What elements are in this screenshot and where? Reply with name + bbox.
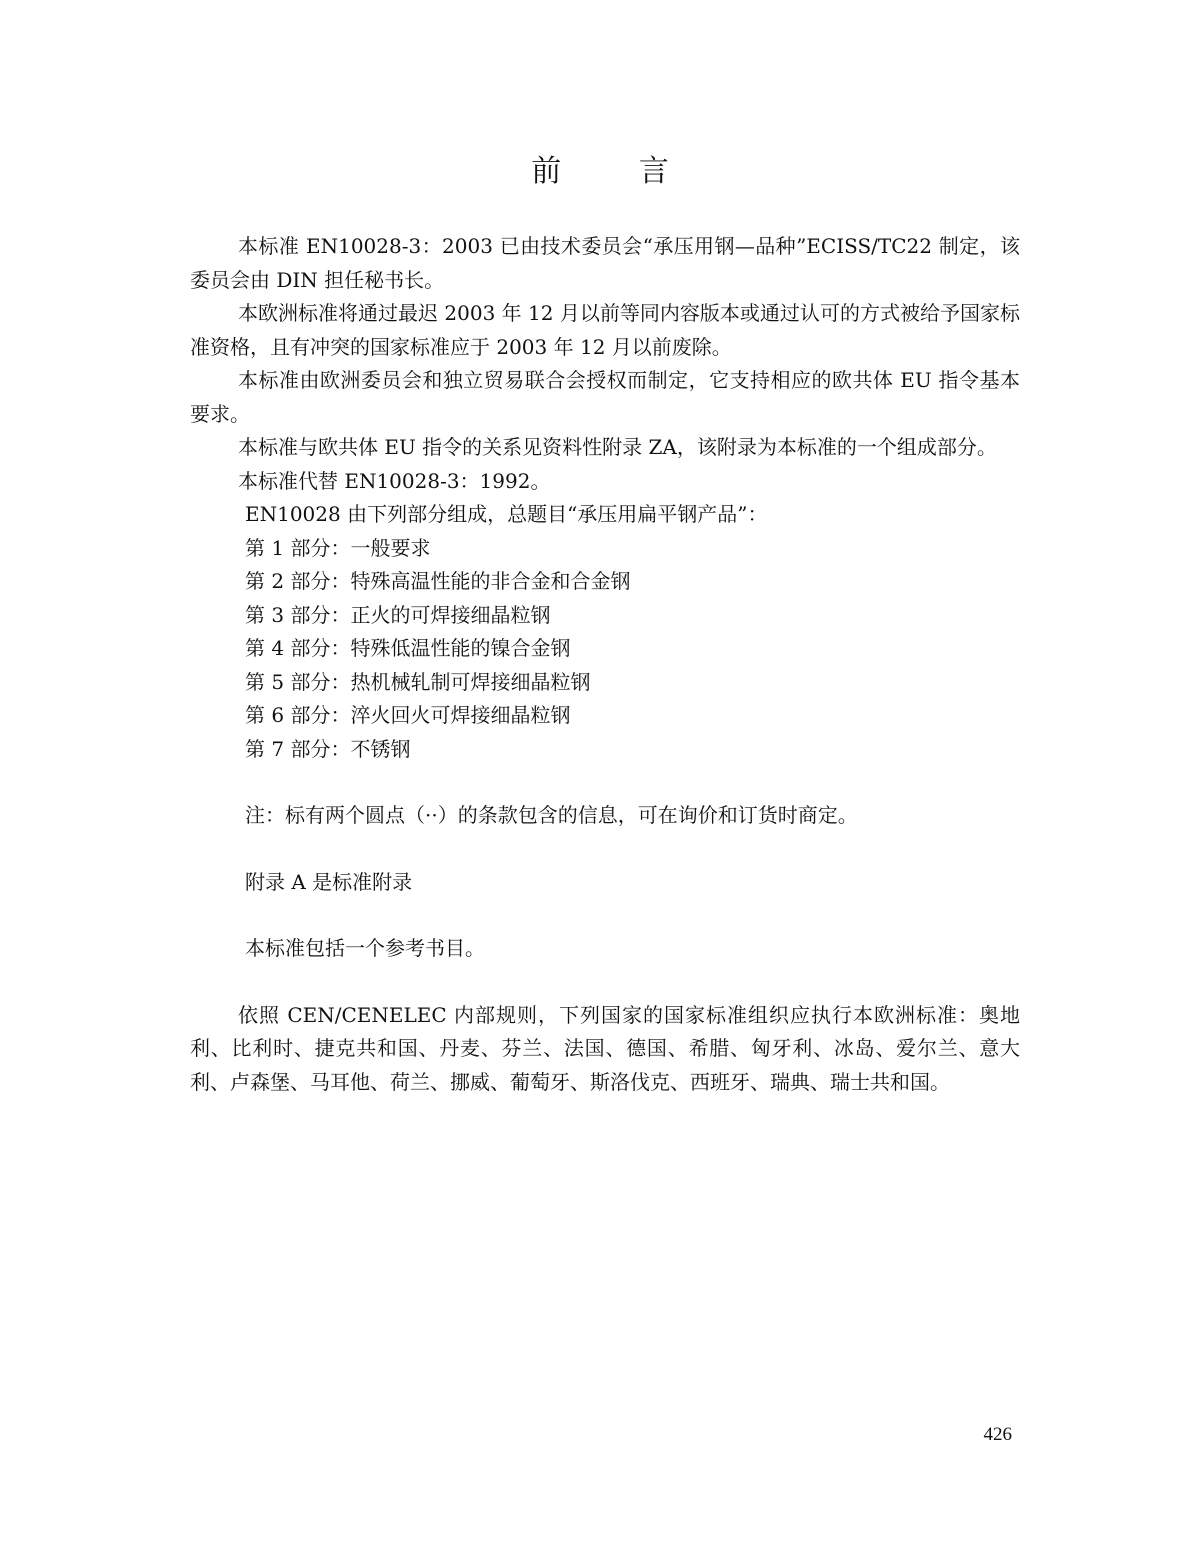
- list-item-part-5: 第 5 部分：热机械轧制可焊接细晶粒钢: [245, 669, 591, 694]
- list-item-part-3: 第 3 部分：正火的可焊接细晶粒钢: [245, 602, 551, 627]
- parts-intro: EN10028 由下列部分组成，总题目“承压用扁平钢产品”：: [245, 502, 768, 526]
- list-item-part-2: 第 2 部分：特殊高温性能的非合金和合金钢: [245, 569, 631, 593]
- paragraph-mandate: 本标准由欧洲委员会和独立贸易联合会授权而制定，它支持相应的欧共体 EU 指令基本要求。: [190, 368, 1020, 426]
- list-item-part-6: 第 6 部分：淬火回火可焊接细晶粒钢: [245, 703, 571, 727]
- paragraph-supersedes: 本标准代替 EN10028-3：1992。: [238, 468, 551, 493]
- bibliography-paragraph: 本标准包括一个参考书目。: [245, 936, 485, 960]
- spacer: [190, 833, 1020, 866]
- list-item-part-4: 第 4 部分：特殊低温性能的镍合金钢: [245, 636, 571, 660]
- note-paragraph: 注：标有两个圆点（··）的条款包含的信息，可在询价和订货时商定。: [245, 803, 858, 827]
- spacer: [190, 966, 1020, 999]
- paragraph-committee: 本标准 EN10028-3：2003 已由技术委员会“承压用钢—品种”ECISS/TC22 制定，该委员会由 DIN 担任秘书长。: [190, 234, 1020, 292]
- page-number: 426: [983, 1424, 1012, 1445]
- paragraph-national-status: 本欧洲标准将通过最迟 2003 年 12 月以前等同内容版本或通过认可的方式被给予国家标准资格，且有冲突的国家标准应于 2003 年 12 月以前废除。: [190, 301, 1020, 359]
- annex-paragraph: 附录 A 是标准附录: [245, 869, 413, 894]
- spacer: [190, 766, 1020, 799]
- list-item-part-7: 第 7 部分：不锈钢: [245, 736, 411, 761]
- list-item-part-1: 第 1 部分：一般要求: [245, 535, 431, 560]
- page-title: 前 言: [531, 154, 703, 189]
- paragraph-annex-za: 本标准与欧共体 EU 指令的关系见资料性附录 ZA，该附录为本标准的一个组成部分。: [238, 435, 997, 459]
- countries-paragraph: 依照 CEN/CENELEC 内部规则，下列国家的国家标准组织应执行本欧洲标准：奥地利、比利时、捷克共和国、丹麦、芬兰、法国、德国、希腊、匈牙利、冰岛、爱尔兰、意大利、卢森堡、马耳他、荷兰、挪威、葡萄牙、斯洛伐克、西班牙、瑞典、瑞士共和国。: [190, 1002, 1020, 1094]
- document-body: [190, 230, 1020, 1099]
- spacer: [190, 899, 1020, 932]
